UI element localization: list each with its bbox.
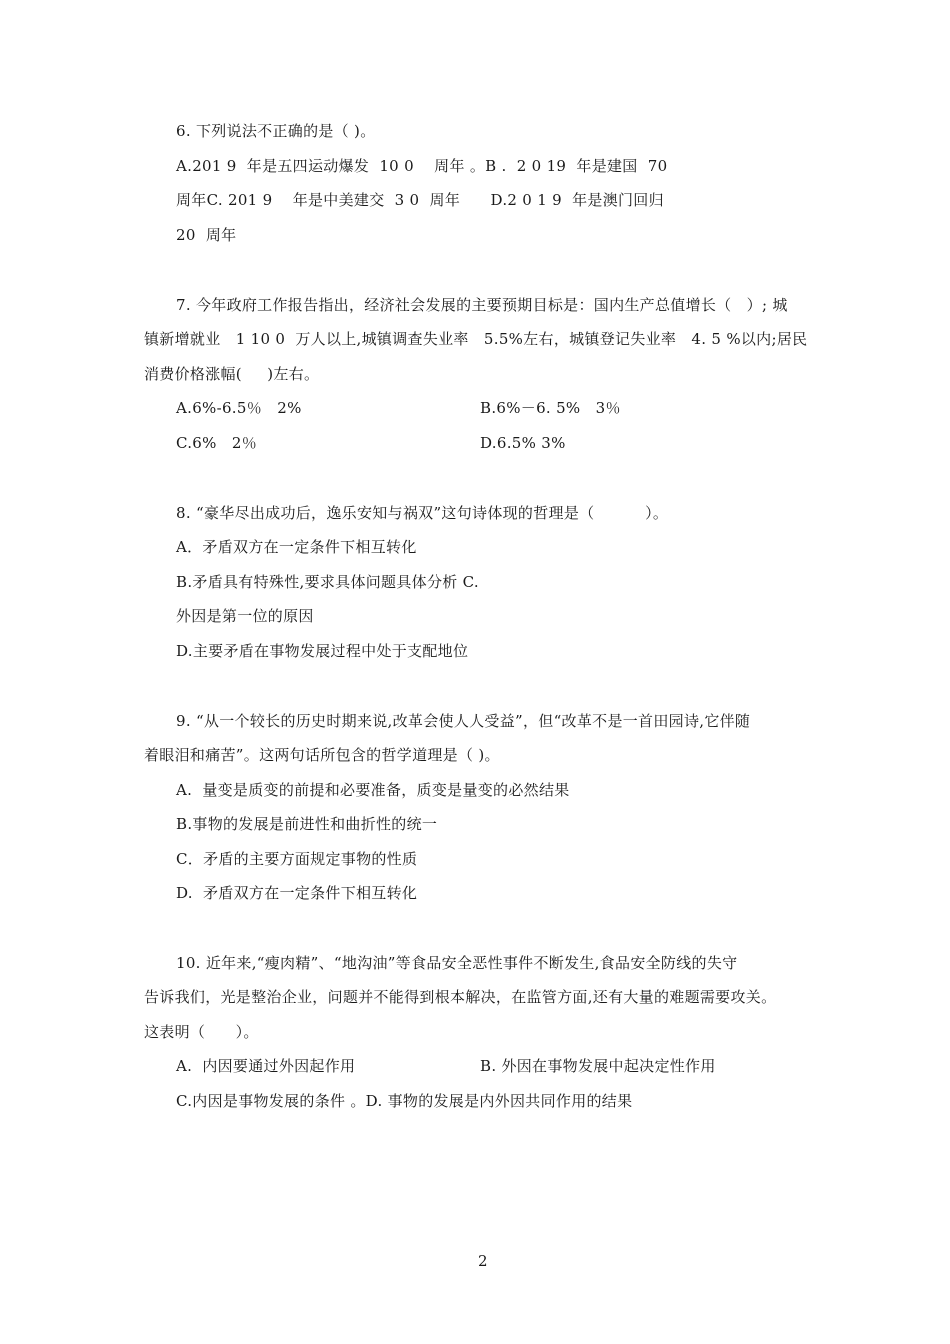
question-7-line: 消费价格涨幅( )左右。 (144, 365, 320, 383)
question-8-stem: 8. “豪华尽出成功后，逸乐安知与祸双”这句诗体现的哲理是（ ）。 (176, 504, 669, 522)
question-6-line: 周年C. 201 9 年是中美建交 3 0 周年 D.2 0 1 9 年是澳门回归 (176, 191, 664, 209)
question-7-option-a: A.6%-6.5％ 2% (176, 399, 302, 417)
question-9-line: 着眼泪和痛苦”。这两句话所包含的哲学道理是（ )。 (144, 746, 500, 764)
question-10-line: 这表明（ ）。 (144, 1023, 259, 1041)
question-7-option-c: C.6% 2％ (176, 434, 258, 452)
question-8-option-b: B.矛盾具有特殊性,要求具体问题具体分析 C. (176, 573, 479, 591)
question-7-option-b: B.6%－6. 5% 3％ (480, 399, 621, 417)
question-10-options-c-d: C.内因是事物发展的条件 。D. 事物的发展是内外因共同作用的结果 (176, 1092, 633, 1110)
question-10-stem: 10. 近年来,“瘦肉精”、“地沟油”等食品安全恶性事件不断发生,食品安全防线的失守 (176, 954, 738, 972)
question-10-option-b: B. 外因在事物发展中起决定性作用 (480, 1057, 716, 1075)
question-6-line: 20 周年 (176, 226, 237, 244)
question-9-option-b: B.事物的发展是前进性和曲折性的统一 (176, 815, 438, 833)
question-8-option-a: A．矛盾双方在一定条件下相互转化 (176, 538, 417, 556)
question-9-option-a: A. 量变是质变的前提和必要准备，质变是量变的必然结果 (176, 781, 570, 799)
question-7-option-d: D.6.5% 3% (480, 434, 566, 452)
question-6-stem: 6. 下列说法不正确的是（ )。 (176, 122, 376, 140)
question-8-option-c: 外因是第一位的原因 (176, 607, 314, 625)
page-number: 2 (478, 1252, 488, 1270)
question-10-option-a: A. 内因要通过外因起作用 (176, 1057, 356, 1075)
question-9-stem: 9. “从一个较长的历史时期来说,改革会使人人受益”，但“改革不是一首田园诗,它伴随 (176, 712, 751, 730)
question-6-line: A.201 9 年是五四运动爆发 10 0 周年 。B . 2 0 19 年是建国 70 (176, 157, 668, 175)
question-9-option-d: D. 矛盾双方在一定条件下相互转化 (176, 884, 418, 902)
question-8-option-d: D.主要矛盾在事物发展过程中处于支配地位 (176, 642, 469, 660)
question-9-option-c: C．矛盾的主要方面规定事物的性质 (176, 850, 418, 868)
question-7-line: 镇新增就业 1 10 0 万人以上,城镇调查失业率 5.5%左右，城镇登记失业率 4. 5 %以内;居民 (144, 330, 808, 348)
question-10-line: 告诉我们，光是整治企业，问题并不能得到根本解决，在监管方面,还有大量的难题需要攻关。 (144, 988, 777, 1006)
question-7-stem: 7. 今年政府工作报告指出，经济社会发展的主要预期目标是：国内生产总值增长（ ）; 城 (176, 296, 788, 314)
